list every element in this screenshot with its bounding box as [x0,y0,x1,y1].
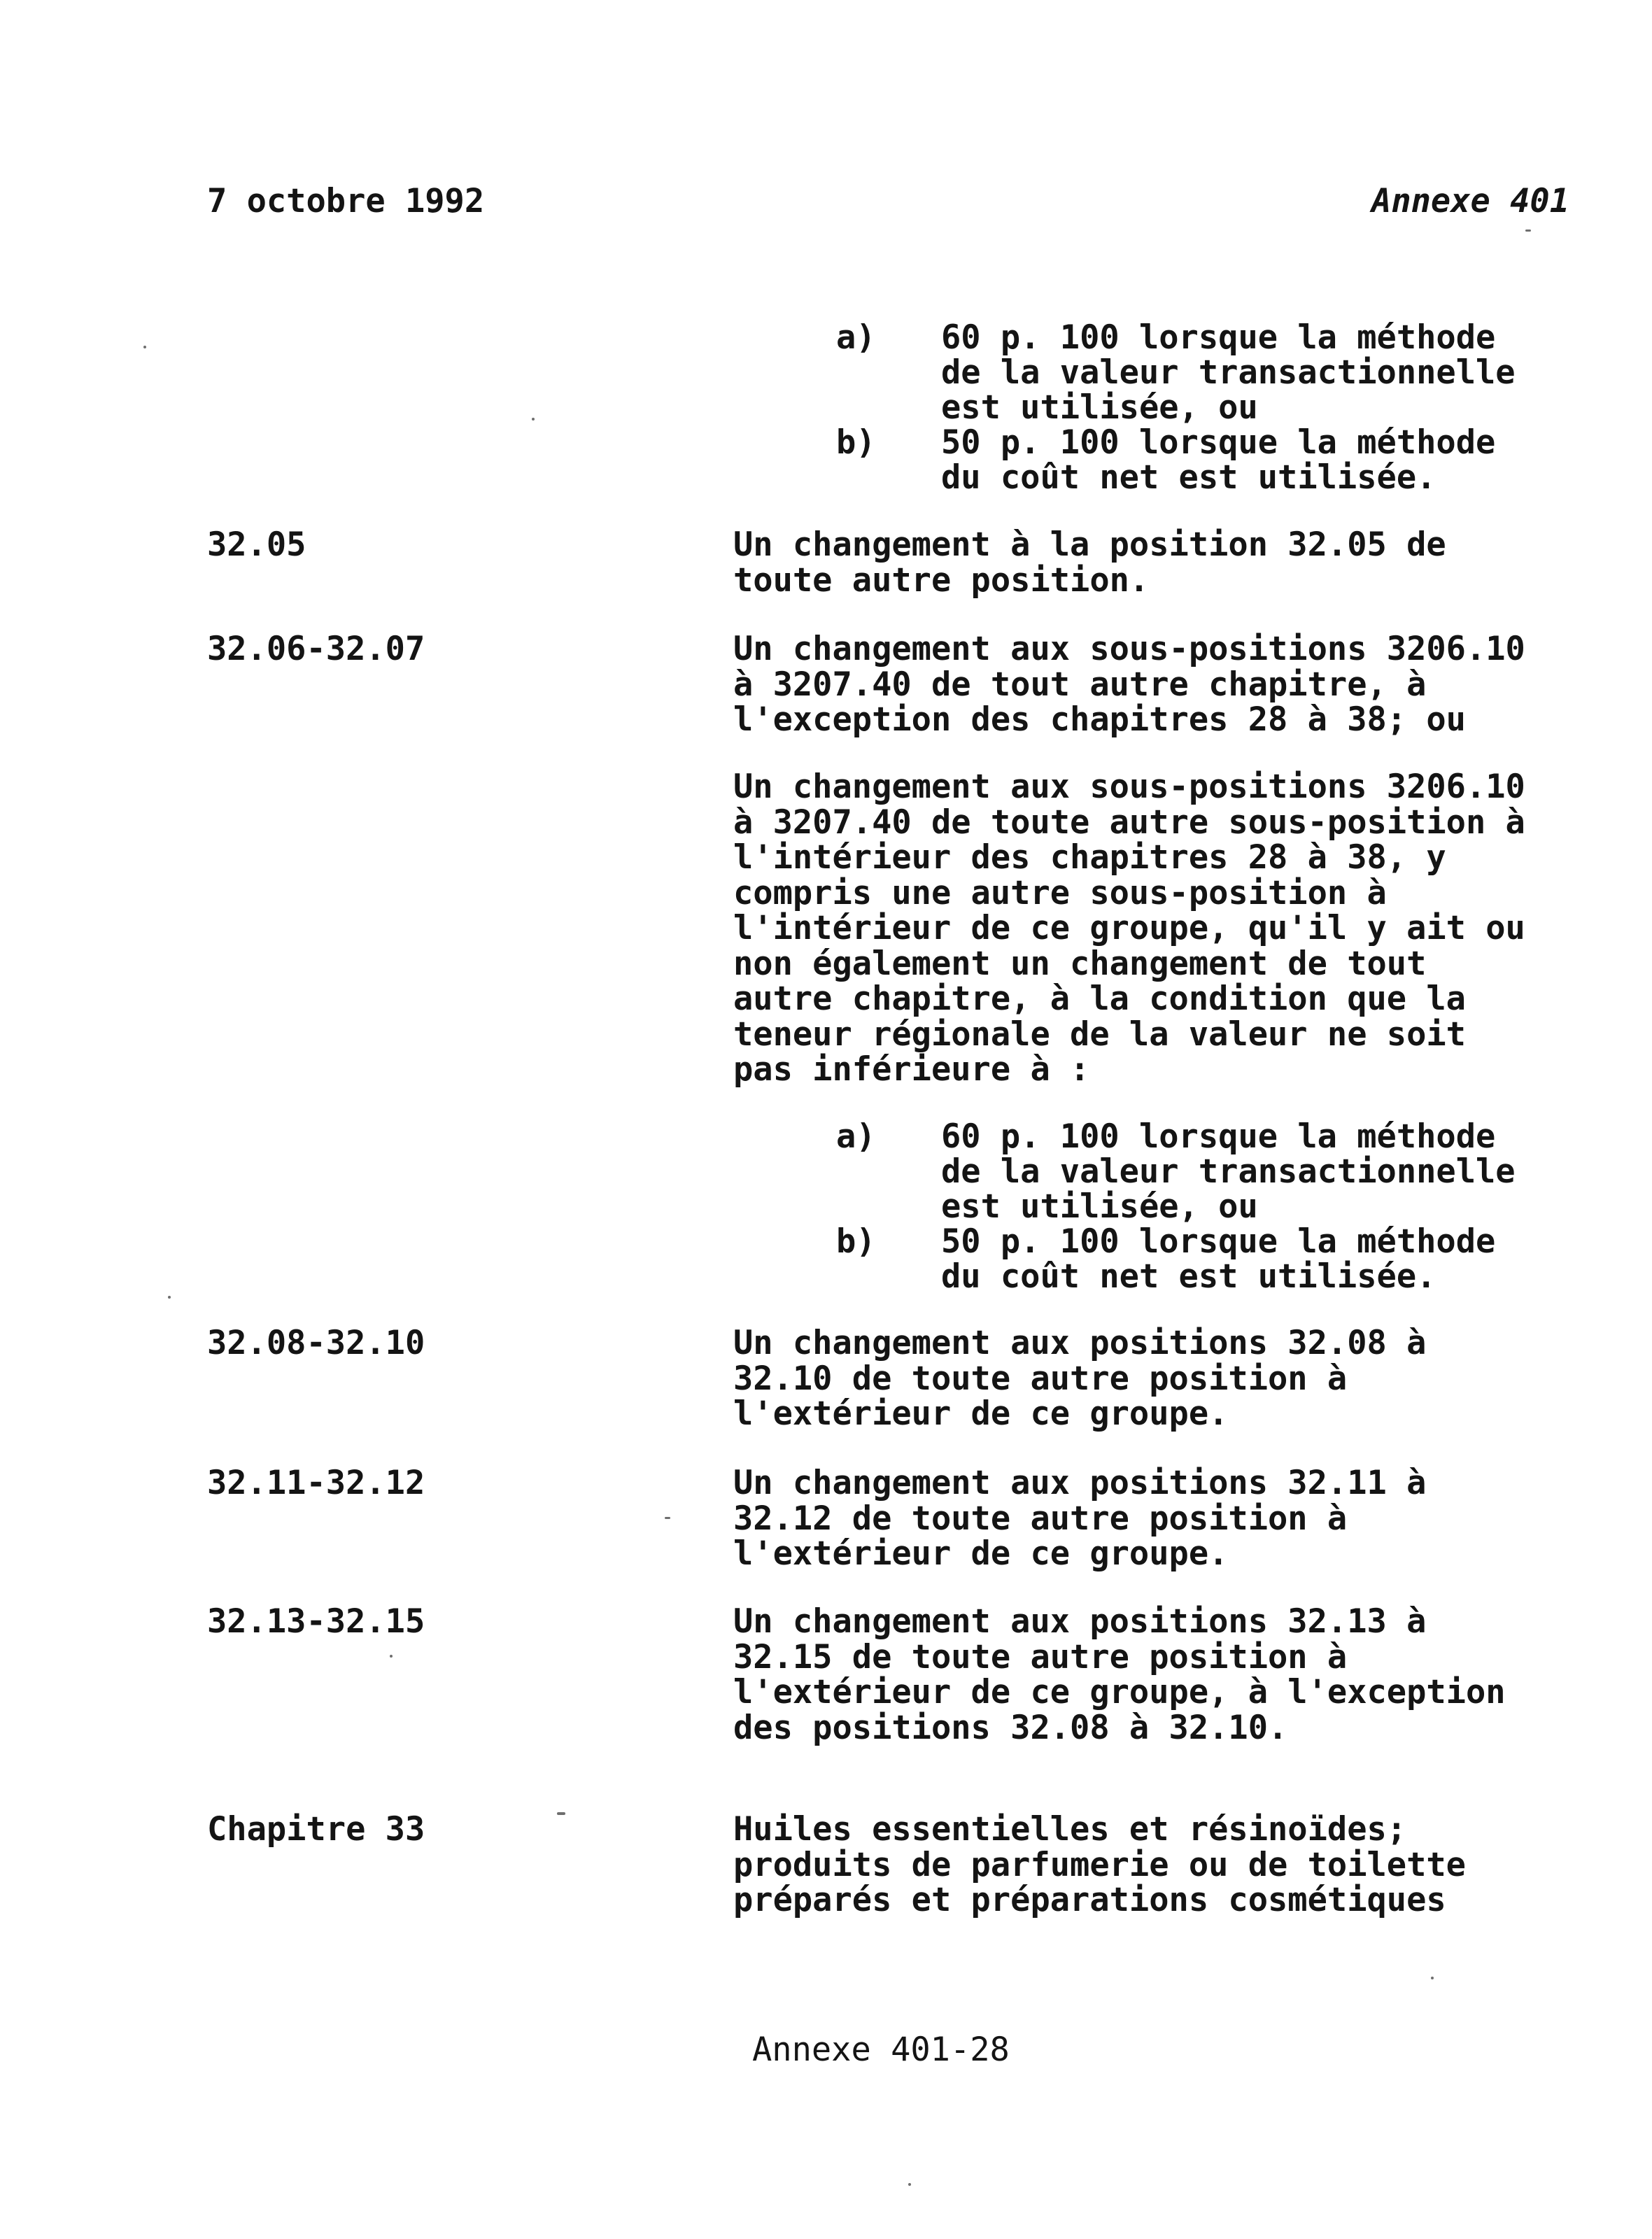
chapter-label: Chapitre 33 [207,1810,425,1849]
header-date: 7 octobre 1992 [207,182,485,220]
item-label: a) [836,318,876,357]
rule-text: Un changement aux positions 32.08 à 32.10 de toute autre position à l'extérieur de ce groupe. [733,1324,1427,1433]
rule-text-alternative: Un changement aux sous-positions 3206.10 à 3207.40 de toute autre sous-position à l'intérieur des chapitres 28 à 38, y compris une autre sous-position à l'intérieur de ce groupe, qu'il y ait ou non également un changement de tout autre chapitre, à la condition que la teneur régionale de la valeur ne soit pas inférieure à : [733,768,1525,1089]
scan-speck [532,418,535,421]
scan-speck [390,1655,393,1658]
scan-speck [557,1812,565,1815]
tariff-code: 32.05 [207,525,306,564]
tariff-code: 32.08-32.10 [207,1324,425,1362]
scan-speck [1431,1977,1434,1979]
tariff-code: 32.11-32.12 [207,1464,425,1502]
header-annex-label: Annexe 401 [1371,182,1569,220]
page-footer: Annexe 401-28 [752,2030,1010,2069]
scan-speck [168,1296,171,1299]
rule-text: Un changement aux sous-positions 3206.10 à 3207.40 de tout autre chapitre, à l'exception des chapitres 28 à 38; ou [733,630,1525,739]
tariff-code: 32.13-32.15 [207,1602,425,1641]
scan-speck [143,346,146,348]
item-label: b) [836,423,876,462]
item-text: 60 p. 100 lorsque la méthode de la valeur transactionnelle est utilisée, ou [941,1117,1516,1226]
item-label: b) [836,1222,876,1261]
item-text: 50 p. 100 lorsque la méthode du coût net est utilisée. [941,1222,1496,1296]
rule-text: Un changement à la position 32.05 de toute autre position. [733,525,1446,600]
item-text: 50 p. 100 lorsque la méthode du coût net est utilisée. [941,423,1496,497]
item-text: 60 p. 100 lorsque la méthode de la valeur transactionnelle est utilisée, ou [941,318,1516,427]
scan-speck [665,1517,670,1519]
scan-speck [908,2183,911,2186]
chapter-title: Huiles essentielles et résinoïdes; produits de parfumerie ou de toilette préparés et préparations cosmétiques [733,1810,1466,1919]
rule-text: Un changement aux positions 32.11 à 32.12 de toute autre position à l'extérieur de ce groupe. [733,1464,1427,1573]
item-label: a) [836,1117,876,1156]
rule-text: Un changement aux positions 32.13 à 32.15 de toute autre position à l'extérieur de ce groupe, à l'exception des positions 32.08 à 32.10. [733,1602,1506,1747]
tariff-code: 32.06-32.07 [207,630,425,668]
scan-speck [1525,229,1531,232]
